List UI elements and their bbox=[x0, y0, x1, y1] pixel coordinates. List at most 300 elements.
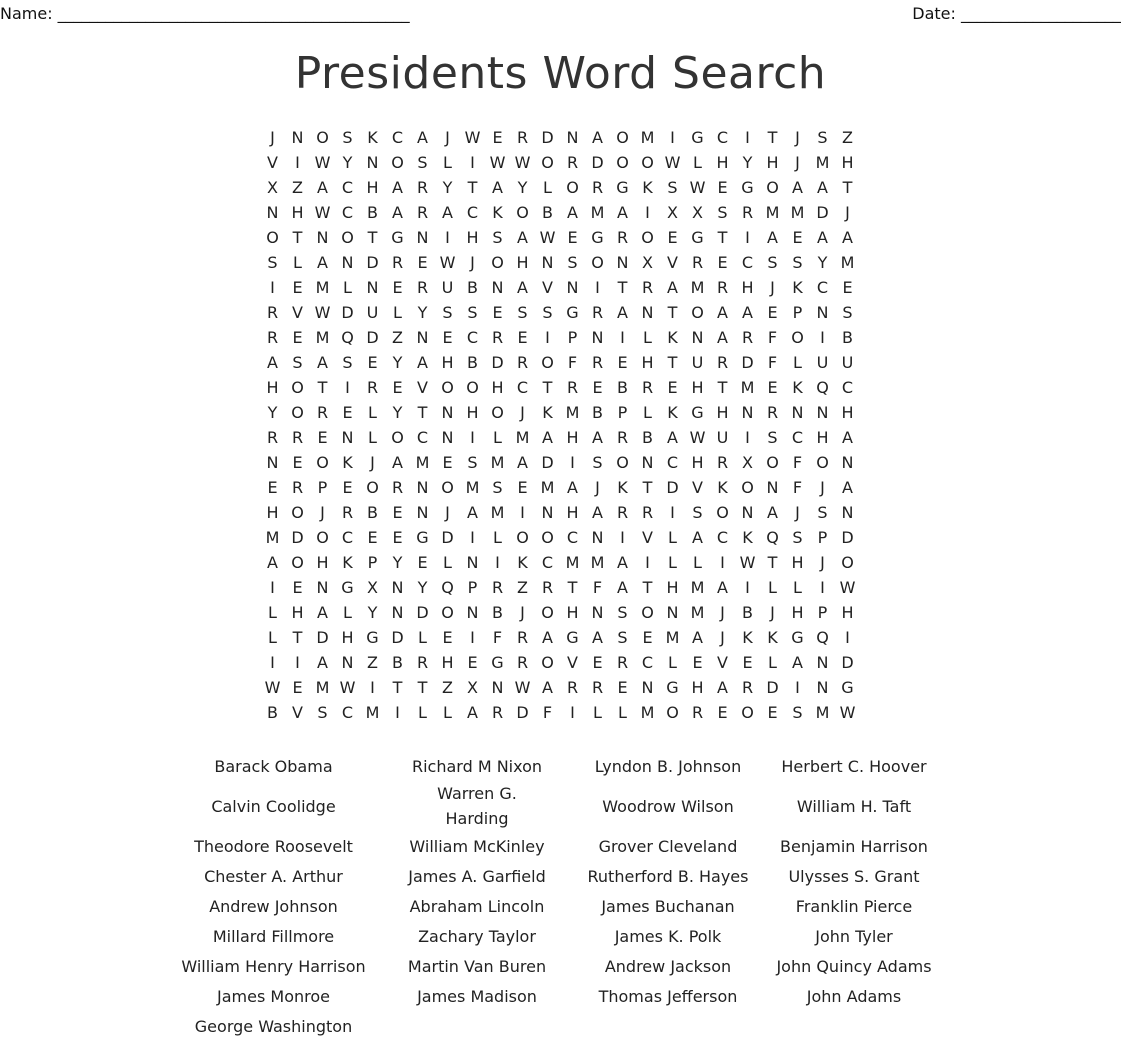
grid-letter[interactable]: E bbox=[292, 678, 303, 697]
grid-letter[interactable]: I bbox=[570, 703, 575, 722]
grid-letter[interactable]: D bbox=[341, 303, 354, 322]
grid-letter[interactable]: S bbox=[442, 303, 453, 322]
grid-letter[interactable]: N bbox=[541, 253, 554, 272]
grid-letter[interactable]: P bbox=[567, 328, 578, 347]
grid-letter[interactable]: O bbox=[616, 128, 629, 147]
grid-letter[interactable]: D bbox=[291, 528, 304, 547]
grid-letter[interactable]: L bbox=[268, 603, 277, 622]
grid-letter[interactable]: A bbox=[317, 603, 328, 622]
grid-letter[interactable]: N bbox=[416, 228, 429, 247]
grid-letter[interactable]: W bbox=[839, 703, 856, 722]
grid-letter[interactable]: S bbox=[517, 303, 528, 322]
grid-letter[interactable]: N bbox=[341, 653, 354, 672]
grid-letter[interactable]: E bbox=[667, 228, 678, 247]
grid-letter[interactable]: S bbox=[667, 178, 678, 197]
grid-letter[interactable]: H bbox=[566, 503, 579, 522]
grid-letter[interactable]: Q bbox=[441, 578, 454, 597]
grid-letter[interactable]: O bbox=[341, 228, 354, 247]
grid-letter[interactable]: H bbox=[491, 378, 504, 397]
grid-letter[interactable]: N bbox=[366, 153, 379, 172]
grid-letter[interactable]: Y bbox=[392, 553, 403, 572]
grid-letter[interactable]: H bbox=[841, 153, 854, 172]
grid-letter[interactable]: E bbox=[367, 353, 378, 372]
grid-letter[interactable]: E bbox=[392, 278, 403, 297]
grid-letter[interactable]: H bbox=[316, 553, 329, 572]
grid-letter[interactable]: N bbox=[816, 303, 829, 322]
grid-letter[interactable]: F bbox=[592, 578, 603, 597]
grid-letter[interactable]: W bbox=[264, 678, 281, 697]
grid-letter[interactable]: D bbox=[766, 678, 779, 697]
grid-letter[interactable]: H bbox=[516, 253, 529, 272]
grid-letter[interactable]: A bbox=[517, 453, 528, 472]
grid-letter[interactable]: E bbox=[292, 328, 303, 347]
grid-letter[interactable]: L bbox=[593, 703, 602, 722]
grid-letter[interactable]: R bbox=[516, 628, 529, 647]
grid-letter[interactable]: H bbox=[266, 378, 279, 397]
grid-letter[interactable]: L bbox=[643, 403, 652, 422]
grid-letter[interactable]: Y bbox=[817, 253, 828, 272]
grid-letter[interactable]: S bbox=[842, 303, 853, 322]
grid-letter[interactable]: A bbox=[567, 478, 578, 497]
grid-letter[interactable]: R bbox=[491, 703, 504, 722]
grid-letter[interactable]: W bbox=[314, 203, 331, 222]
grid-letter[interactable]: N bbox=[291, 128, 304, 147]
grid-letter[interactable]: L bbox=[793, 578, 802, 597]
grid-letter[interactable]: E bbox=[417, 553, 428, 572]
grid-letter[interactable]: B bbox=[392, 653, 403, 672]
grid-letter[interactable]: K bbox=[517, 553, 528, 572]
grid-letter[interactable]: C bbox=[666, 453, 679, 472]
grid-letter[interactable]: E bbox=[442, 328, 453, 347]
grid-letter[interactable]: R bbox=[591, 678, 604, 697]
grid-letter[interactable]: I bbox=[270, 578, 275, 597]
grid-letter[interactable]: L bbox=[493, 428, 502, 447]
grid-letter[interactable]: S bbox=[417, 153, 428, 172]
grid-letter[interactable]: U bbox=[841, 353, 854, 372]
grid-letter[interactable]: X bbox=[367, 578, 378, 597]
grid-letter[interactable]: L bbox=[443, 553, 452, 572]
grid-letter[interactable]: A bbox=[317, 353, 328, 372]
grid-letter[interactable]: A bbox=[517, 278, 528, 297]
grid-letter[interactable]: P bbox=[792, 303, 803, 322]
grid-letter[interactable]: A bbox=[392, 203, 403, 222]
grid-letter[interactable]: T bbox=[842, 178, 853, 197]
grid-letter[interactable]: L bbox=[768, 653, 777, 672]
grid-letter[interactable]: W bbox=[439, 253, 456, 272]
grid-letter[interactable]: R bbox=[391, 478, 404, 497]
grid-letter[interactable]: F bbox=[492, 628, 503, 647]
grid-letter[interactable]: R bbox=[416, 178, 429, 197]
grid-letter[interactable]: L bbox=[443, 153, 452, 172]
grid-letter[interactable]: E bbox=[767, 703, 778, 722]
grid-letter[interactable]: T bbox=[417, 678, 428, 697]
grid-letter[interactable]: D bbox=[366, 253, 379, 272]
grid-letter[interactable]: I bbox=[470, 528, 475, 547]
grid-letter[interactable]: K bbox=[617, 478, 628, 497]
grid-letter[interactable]: O bbox=[591, 253, 604, 272]
grid-letter[interactable]: K bbox=[767, 628, 778, 647]
grid-letter[interactable]: I bbox=[295, 153, 300, 172]
grid-letter[interactable]: Q bbox=[766, 528, 779, 547]
grid-letter[interactable]: H bbox=[441, 353, 454, 372]
grid-letter[interactable]: S bbox=[342, 128, 353, 147]
grid-letter[interactable]: A bbox=[742, 303, 753, 322]
grid-letter[interactable]: E bbox=[617, 678, 628, 697]
grid-letter[interactable]: B bbox=[467, 278, 478, 297]
grid-letter[interactable]: M bbox=[640, 128, 655, 147]
grid-letter[interactable]: T bbox=[467, 178, 478, 197]
grid-letter[interactable]: E bbox=[392, 528, 403, 547]
grid-letter[interactable]: T bbox=[667, 353, 678, 372]
grid-letter[interactable]: S bbox=[592, 453, 603, 472]
grid-letter[interactable]: B bbox=[617, 378, 628, 397]
grid-letter[interactable]: R bbox=[416, 653, 429, 672]
grid-letter[interactable]: J bbox=[470, 253, 475, 272]
grid-letter[interactable]: J bbox=[795, 128, 800, 147]
grid-letter[interactable]: S bbox=[717, 203, 728, 222]
grid-letter[interactable]: W bbox=[664, 153, 681, 172]
grid-letter[interactable]: N bbox=[566, 278, 579, 297]
grid-letter[interactable]: U bbox=[366, 303, 379, 322]
grid-letter[interactable]: C bbox=[541, 553, 554, 572]
grid-letter[interactable]: L bbox=[393, 303, 402, 322]
grid-letter[interactable]: I bbox=[345, 378, 350, 397]
grid-letter[interactable]: L bbox=[343, 603, 352, 622]
grid-letter[interactable]: R bbox=[566, 378, 579, 397]
grid-letter[interactable]: P bbox=[817, 603, 828, 622]
grid-letter[interactable]: H bbox=[841, 403, 854, 422]
grid-letter[interactable]: C bbox=[716, 528, 729, 547]
grid-letter[interactable]: A bbox=[767, 503, 778, 522]
grid-letter[interactable]: K bbox=[642, 178, 653, 197]
grid-letter[interactable]: R bbox=[741, 328, 754, 347]
grid-letter[interactable]: M bbox=[565, 553, 580, 572]
grid-letter[interactable]: X bbox=[467, 678, 478, 697]
grid-letter[interactable]: J bbox=[595, 478, 600, 497]
grid-letter[interactable]: J bbox=[520, 603, 525, 622]
grid-letter[interactable]: C bbox=[816, 278, 829, 297]
grid-letter[interactable]: T bbox=[617, 278, 628, 297]
grid-letter[interactable]: E bbox=[617, 353, 628, 372]
grid-letter[interactable]: Y bbox=[267, 403, 278, 422]
grid-letter[interactable]: N bbox=[766, 478, 779, 497]
grid-letter[interactable]: S bbox=[817, 128, 828, 147]
grid-letter[interactable]: O bbox=[691, 303, 704, 322]
grid-letter[interactable]: Y bbox=[342, 153, 353, 172]
grid-letter[interactable]: E bbox=[517, 328, 528, 347]
grid-letter[interactable]: O bbox=[441, 478, 454, 497]
grid-letter[interactable]: I bbox=[720, 553, 725, 572]
grid-letter[interactable]: H bbox=[366, 178, 379, 197]
grid-letter[interactable]: N bbox=[266, 203, 279, 222]
grid-letter[interactable]: M bbox=[640, 703, 655, 722]
grid-letter[interactable]: H bbox=[741, 278, 754, 297]
grid-letter[interactable]: R bbox=[566, 153, 579, 172]
grid-letter[interactable]: E bbox=[567, 228, 578, 247]
grid-letter[interactable]: T bbox=[292, 228, 303, 247]
grid-letter[interactable]: G bbox=[341, 578, 354, 597]
grid-letter[interactable]: N bbox=[816, 678, 829, 697]
grid-letter[interactable]: C bbox=[716, 128, 729, 147]
grid-letter[interactable]: E bbox=[417, 253, 428, 272]
grid-letter[interactable]: V bbox=[542, 278, 553, 297]
grid-letter[interactable]: T bbox=[392, 678, 403, 697]
grid-letter[interactable]: S bbox=[317, 703, 328, 722]
grid-letter[interactable]: G bbox=[791, 628, 804, 647]
grid-letter[interactable]: D bbox=[416, 603, 429, 622]
grid-letter[interactable]: A bbox=[467, 703, 478, 722]
grid-letter[interactable]: X bbox=[692, 203, 703, 222]
grid-letter[interactable]: I bbox=[570, 453, 575, 472]
grid-letter[interactable]: E bbox=[667, 378, 678, 397]
grid-letter[interactable]: E bbox=[467, 653, 478, 672]
grid-letter[interactable]: M bbox=[265, 528, 280, 547]
grid-letter[interactable]: L bbox=[268, 628, 277, 647]
grid-letter[interactable]: B bbox=[367, 203, 378, 222]
grid-letter[interactable]: C bbox=[341, 703, 354, 722]
grid-letter[interactable]: Z bbox=[842, 128, 853, 147]
grid-letter[interactable]: M bbox=[365, 703, 380, 722]
grid-letter[interactable]: N bbox=[566, 128, 579, 147]
grid-letter[interactable]: W bbox=[689, 178, 706, 197]
grid-letter[interactable]: S bbox=[792, 703, 803, 722]
grid-letter[interactable]: H bbox=[566, 428, 579, 447]
grid-letter[interactable]: I bbox=[595, 278, 600, 297]
grid-letter[interactable]: R bbox=[591, 178, 604, 197]
grid-letter[interactable]: Z bbox=[442, 678, 453, 697]
grid-letter[interactable]: H bbox=[841, 603, 854, 622]
grid-letter[interactable]: M bbox=[515, 428, 530, 447]
grid-letter[interactable]: R bbox=[741, 678, 754, 697]
grid-letter[interactable]: I bbox=[520, 503, 525, 522]
grid-letter[interactable]: M bbox=[490, 503, 505, 522]
grid-letter[interactable]: N bbox=[391, 578, 404, 597]
grid-letter[interactable]: M bbox=[465, 478, 480, 497]
grid-letter[interactable]: A bbox=[717, 328, 728, 347]
grid-letter[interactable]: B bbox=[542, 203, 553, 222]
grid-letter[interactable]: N bbox=[491, 678, 504, 697]
grid-letter[interactable]: E bbox=[367, 528, 378, 547]
grid-letter[interactable]: N bbox=[416, 478, 429, 497]
grid-letter[interactable]: R bbox=[266, 428, 279, 447]
grid-letter[interactable]: N bbox=[641, 453, 654, 472]
grid-letter[interactable]: R bbox=[716, 453, 729, 472]
grid-letter[interactable]: C bbox=[466, 328, 479, 347]
grid-letter[interactable]: P bbox=[317, 478, 328, 497]
grid-letter[interactable]: T bbox=[717, 378, 728, 397]
grid-letter[interactable]: E bbox=[692, 653, 703, 672]
grid-letter[interactable]: I bbox=[470, 628, 475, 647]
grid-letter[interactable]: R bbox=[491, 578, 504, 597]
grid-letter[interactable]: D bbox=[516, 703, 529, 722]
grid-letter[interactable]: A bbox=[492, 178, 503, 197]
grid-letter[interactable]: O bbox=[266, 228, 279, 247]
grid-letter[interactable]: J bbox=[795, 153, 800, 172]
grid-letter[interactable]: X bbox=[742, 453, 753, 472]
grid-letter[interactable]: A bbox=[317, 653, 328, 672]
grid-letter[interactable]: R bbox=[291, 478, 304, 497]
grid-letter[interactable]: I bbox=[270, 278, 275, 297]
grid-letter[interactable]: N bbox=[466, 603, 479, 622]
grid-letter[interactable]: I bbox=[745, 428, 750, 447]
grid-letter[interactable]: E bbox=[717, 253, 728, 272]
grid-letter[interactable]: T bbox=[642, 478, 653, 497]
grid-letter[interactable]: E bbox=[492, 303, 503, 322]
grid-letter[interactable]: P bbox=[367, 553, 378, 572]
grid-letter[interactable]: A bbox=[592, 128, 603, 147]
grid-letter[interactable]: J bbox=[795, 503, 800, 522]
grid-letter[interactable]: F bbox=[567, 353, 578, 372]
grid-letter[interactable]: L bbox=[443, 703, 452, 722]
grid-letter[interactable]: L bbox=[368, 403, 377, 422]
grid-letter[interactable]: O bbox=[466, 378, 479, 397]
grid-letter[interactable]: E bbox=[492, 128, 503, 147]
grid-letter[interactable]: C bbox=[641, 653, 654, 672]
grid-letter[interactable]: H bbox=[716, 153, 729, 172]
grid-letter[interactable]: Q bbox=[816, 628, 829, 647]
grid-letter[interactable]: A bbox=[692, 628, 703, 647]
grid-letter[interactable]: O bbox=[616, 153, 629, 172]
grid-letter[interactable]: A bbox=[592, 503, 603, 522]
grid-letter[interactable]: F bbox=[542, 703, 553, 722]
grid-letter[interactable]: E bbox=[267, 478, 278, 497]
grid-letter[interactable]: I bbox=[270, 653, 275, 672]
grid-letter[interactable]: J bbox=[445, 128, 450, 147]
grid-letter[interactable]: M bbox=[565, 403, 580, 422]
grid-letter[interactable]: T bbox=[717, 228, 728, 247]
grid-letter[interactable]: H bbox=[341, 628, 354, 647]
date-field-label[interactable]: Date: ____________________ bbox=[912, 4, 1121, 23]
grid-letter[interactable]: J bbox=[770, 278, 775, 297]
grid-letter[interactable]: J bbox=[270, 128, 275, 147]
grid-letter[interactable]: A bbox=[692, 528, 703, 547]
grid-letter[interactable]: B bbox=[842, 328, 853, 347]
grid-letter[interactable]: I bbox=[745, 228, 750, 247]
grid-letter[interactable]: T bbox=[767, 553, 778, 572]
grid-letter[interactable]: Y bbox=[367, 603, 378, 622]
grid-letter[interactable]: A bbox=[567, 203, 578, 222]
grid-letter[interactable]: T bbox=[367, 228, 378, 247]
grid-letter[interactable]: I bbox=[820, 328, 825, 347]
grid-letter[interactable]: A bbox=[592, 428, 603, 447]
grid-letter[interactable]: Y bbox=[392, 353, 403, 372]
grid-letter[interactable]: Z bbox=[517, 578, 528, 597]
grid-letter[interactable]: S bbox=[617, 628, 628, 647]
grid-letter[interactable]: O bbox=[741, 703, 754, 722]
grid-letter[interactable]: N bbox=[691, 328, 704, 347]
grid-letter[interactable]: R bbox=[316, 403, 329, 422]
grid-letter[interactable]: R bbox=[566, 678, 579, 697]
grid-letter[interactable]: Q bbox=[341, 328, 354, 347]
grid-letter[interactable]: N bbox=[616, 253, 629, 272]
grid-letter[interactable]: C bbox=[341, 528, 354, 547]
grid-letter[interactable]: I bbox=[745, 128, 750, 147]
grid-letter[interactable]: G bbox=[491, 653, 504, 672]
grid-letter[interactable]: H bbox=[641, 353, 654, 372]
grid-letter[interactable]: N bbox=[416, 503, 429, 522]
grid-letter[interactable]: N bbox=[816, 403, 829, 422]
grid-letter[interactable]: S bbox=[692, 503, 703, 522]
grid-letter[interactable]: F bbox=[792, 453, 803, 472]
grid-letter[interactable]: N bbox=[591, 528, 604, 547]
grid-letter[interactable]: H bbox=[466, 228, 479, 247]
grid-letter[interactable]: L bbox=[493, 528, 502, 547]
grid-letter[interactable]: O bbox=[666, 703, 679, 722]
grid-letter[interactable]: W bbox=[464, 128, 481, 147]
grid-letter[interactable]: M bbox=[815, 153, 830, 172]
grid-letter[interactable]: S bbox=[342, 353, 353, 372]
grid-letter[interactable]: W bbox=[314, 303, 331, 322]
grid-letter[interactable]: T bbox=[417, 403, 428, 422]
grid-letter[interactable]: A bbox=[717, 303, 728, 322]
grid-letter[interactable]: H bbox=[291, 203, 304, 222]
grid-letter[interactable]: I bbox=[620, 328, 625, 347]
grid-letter[interactable]: E bbox=[342, 478, 353, 497]
grid-letter[interactable]: H bbox=[441, 653, 454, 672]
grid-letter[interactable]: Z bbox=[367, 653, 378, 672]
grid-letter[interactable]: A bbox=[767, 228, 778, 247]
grid-letter[interactable]: B bbox=[492, 603, 503, 622]
grid-letter[interactable]: C bbox=[341, 203, 354, 222]
grid-letter[interactable]: I bbox=[470, 428, 475, 447]
grid-letter[interactable]: T bbox=[667, 303, 678, 322]
grid-letter[interactable]: N bbox=[741, 503, 754, 522]
grid-letter[interactable]: R bbox=[766, 403, 779, 422]
grid-letter[interactable]: I bbox=[670, 503, 675, 522]
grid-letter[interactable]: O bbox=[291, 378, 304, 397]
grid-letter[interactable]: R bbox=[266, 328, 279, 347]
grid-letter[interactable]: R bbox=[416, 203, 429, 222]
grid-letter[interactable]: K bbox=[367, 128, 378, 147]
grid-letter[interactable]: E bbox=[517, 478, 528, 497]
grid-letter[interactable]: C bbox=[391, 128, 404, 147]
grid-letter[interactable]: G bbox=[691, 403, 704, 422]
grid-letter[interactable]: O bbox=[441, 603, 454, 622]
grid-letter[interactable]: O bbox=[316, 453, 329, 472]
grid-letter[interactable]: M bbox=[815, 703, 830, 722]
grid-letter[interactable]: O bbox=[541, 153, 554, 172]
grid-letter[interactable]: O bbox=[791, 328, 804, 347]
grid-letter[interactable]: N bbox=[341, 428, 354, 447]
grid-letter[interactable]: L bbox=[293, 253, 302, 272]
grid-letter[interactable]: M bbox=[690, 578, 705, 597]
grid-letter[interactable]: C bbox=[516, 378, 529, 397]
grid-letter[interactable]: S bbox=[492, 228, 503, 247]
grid-letter[interactable]: L bbox=[693, 553, 702, 572]
grid-letter[interactable]: E bbox=[342, 403, 353, 422]
grid-letter[interactable]: J bbox=[445, 503, 450, 522]
grid-letter[interactable]: N bbox=[641, 678, 654, 697]
grid-letter[interactable]: K bbox=[342, 453, 353, 472]
grid-letter[interactable]: J bbox=[820, 553, 825, 572]
grid-letter[interactable]: S bbox=[492, 478, 503, 497]
grid-letter[interactable]: A bbox=[667, 278, 678, 297]
grid-letter[interactable]: I bbox=[645, 203, 650, 222]
grid-letter[interactable]: A bbox=[267, 353, 278, 372]
grid-letter[interactable]: A bbox=[667, 428, 678, 447]
grid-letter[interactable]: A bbox=[817, 228, 828, 247]
grid-letter[interactable]: I bbox=[745, 578, 750, 597]
grid-letter[interactable]: K bbox=[667, 328, 678, 347]
grid-letter[interactable]: G bbox=[741, 178, 754, 197]
grid-letter[interactable]: M bbox=[540, 478, 555, 497]
grid-letter[interactable]: P bbox=[467, 578, 478, 597]
grid-letter[interactable]: O bbox=[766, 178, 779, 197]
grid-letter[interactable]: L bbox=[668, 553, 677, 572]
grid-letter[interactable]: V bbox=[692, 478, 703, 497]
grid-letter[interactable]: K bbox=[342, 553, 353, 572]
grid-letter[interactable]: D bbox=[841, 653, 854, 672]
